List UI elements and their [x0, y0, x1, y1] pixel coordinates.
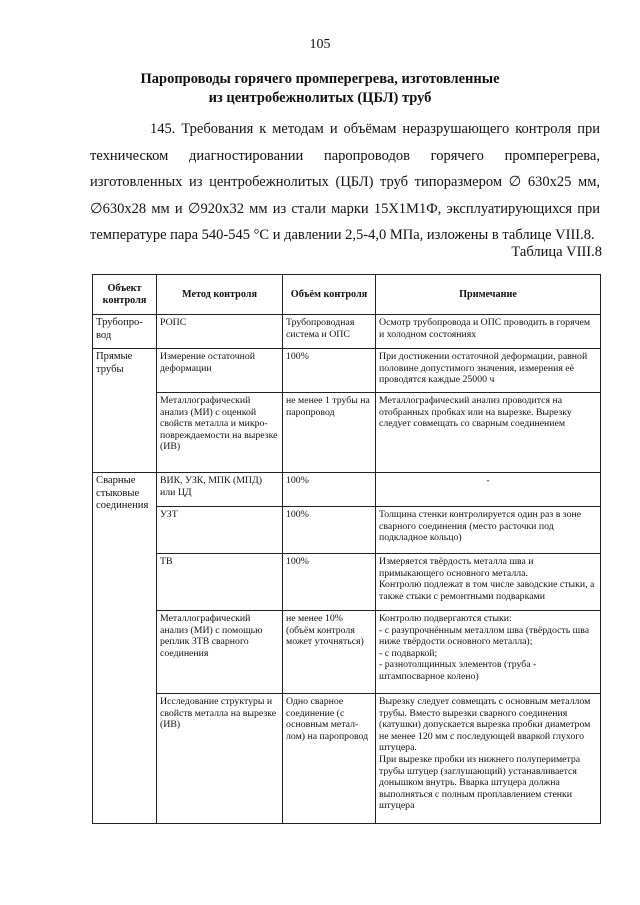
paragraph-line-3: изготовленных из центробежнолитых (ЦБЛ) труб типоразмером ∅ 630х25 мм, — [90, 174, 600, 190]
heading-line-1: Паропроводы горячего промперегрева, изготовленные — [140, 71, 500, 87]
cell-object: Прямые трубы — [93, 349, 157, 473]
header-volume: Объём контроля — [283, 275, 376, 315]
cell-volume: 100% — [283, 507, 376, 554]
body-paragraph — [90, 116, 600, 249]
paragraph-line-2: техническом диагностировании паропроводов горячего промперегрева, — [90, 147, 600, 164]
cell-note: Контролю подвергаются стыки: - с разупрочнённым металлом шва (твёрдость шва ниже твёрдости основного металла); - с подваркой; - разнотолщинных элементов (труба - штампосварное колено) — [376, 611, 601, 694]
cell-method: Измерение остаточной деформации — [157, 349, 283, 393]
cell-object: Трубопро-вод — [93, 315, 157, 349]
cell-volume: не менее 10% (объём контроля может уточняться) — [283, 611, 376, 694]
cell-note: Вырезку следует совмещать с основным металлом трубы. Вместо вырезки сварного соединения (катушки) допускается вырезка пробки диаметром не менее 120 мм с последующей вваркой глухого штуцера. При вырезке пробки из нижнего полупериметра трубы штуцер (заглушающий) устанавливается донышком внутрь. Вварка штуцера должна выполняться с полным проплавлением стенки штуцера — [376, 694, 601, 824]
cell-object: Сварные стыковые соединения — [93, 473, 157, 824]
cell-volume: 100% — [283, 554, 376, 611]
cell-method: Металлографический анализ (МИ) с помощью реплик ЗТВ сварного соединения — [157, 611, 283, 694]
table-row — [93, 473, 601, 507]
cell-volume: Трубопроводная система и ОПС — [283, 315, 376, 349]
cell-note: Осмотр трубопровода и ОПС проводить в горячем и холодном состояниях — [376, 315, 601, 349]
cell-volume: 100% — [283, 349, 376, 393]
cell-method: Исследование структуры и свойств металла на вырезке (ИВ) — [157, 694, 283, 824]
table-row — [93, 554, 601, 611]
cell-volume: 100% — [283, 473, 376, 507]
table-row — [93, 694, 601, 824]
header-method: Метод контроля — [157, 275, 283, 315]
cell-method: УЗТ — [157, 507, 283, 554]
cell-method: РОПС — [157, 315, 283, 349]
cell-note: Измеряется твёрдость металла шва и примыкающего основного металла. Контролю подлежат в том числе заводские стыки, а также стыки с ремонтными подварками — [376, 554, 601, 611]
cell-note: При достижении остаточной деформации, равной половине допустимого значения, измерения её проводятся каждые 25000 ч — [376, 349, 601, 393]
header-note: Примечание — [376, 275, 601, 315]
cell-volume: не менее 1 трубы на паропровод — [283, 393, 376, 473]
cell-note: Металлографический анализ проводится на отобранных пробках или на вырезке. Вырезку следует совмещать со сварным соединением — [376, 393, 601, 473]
section-heading — [90, 70, 550, 108]
cell-note: - — [376, 473, 601, 507]
cell-method: ВИК, УЗК, МПК (МПД) или ЦД — [157, 473, 283, 507]
table-row — [93, 611, 601, 694]
table-row — [93, 315, 601, 349]
header-object: Объект контроля — [93, 275, 157, 315]
inspection-table — [92, 274, 600, 824]
heading-line-2: из центробежнолитых (ЦБЛ) труб — [208, 90, 432, 106]
paragraph-line-4: ∅630х28 мм и ∅920х32 мм из стали марки 15Х1М1Ф, эксплуатирующихся при — [90, 200, 600, 217]
paragraph-line-5: температуре пара 540-545 °С и давлении 2,5-4,0 МПа, изложены в таблице VIII.8. — [90, 227, 595, 243]
cell-method: ТВ — [157, 554, 283, 611]
cell-volume: Одно сварное соединение (с основным метал-лом) на паропровод — [283, 694, 376, 824]
table-row — [93, 393, 601, 473]
paragraph-line-1: 145. Требования к методам и объёмам неразрушающего контроля при — [150, 121, 600, 137]
table-row — [93, 349, 601, 393]
cell-method: Металлографический анализ (МИ) с оценкой свойств металла и микро-повреждаемости на вырезке (ИВ) — [157, 393, 283, 473]
cell-note: Толщина стенки контролируется один раз в зоне сварного соединения (место расточки под подкладное кольцо) — [376, 507, 601, 554]
page-number: 105 — [309, 37, 331, 52]
table-caption: Таблица VIII.8 — [511, 244, 602, 260]
table-row — [93, 507, 601, 554]
